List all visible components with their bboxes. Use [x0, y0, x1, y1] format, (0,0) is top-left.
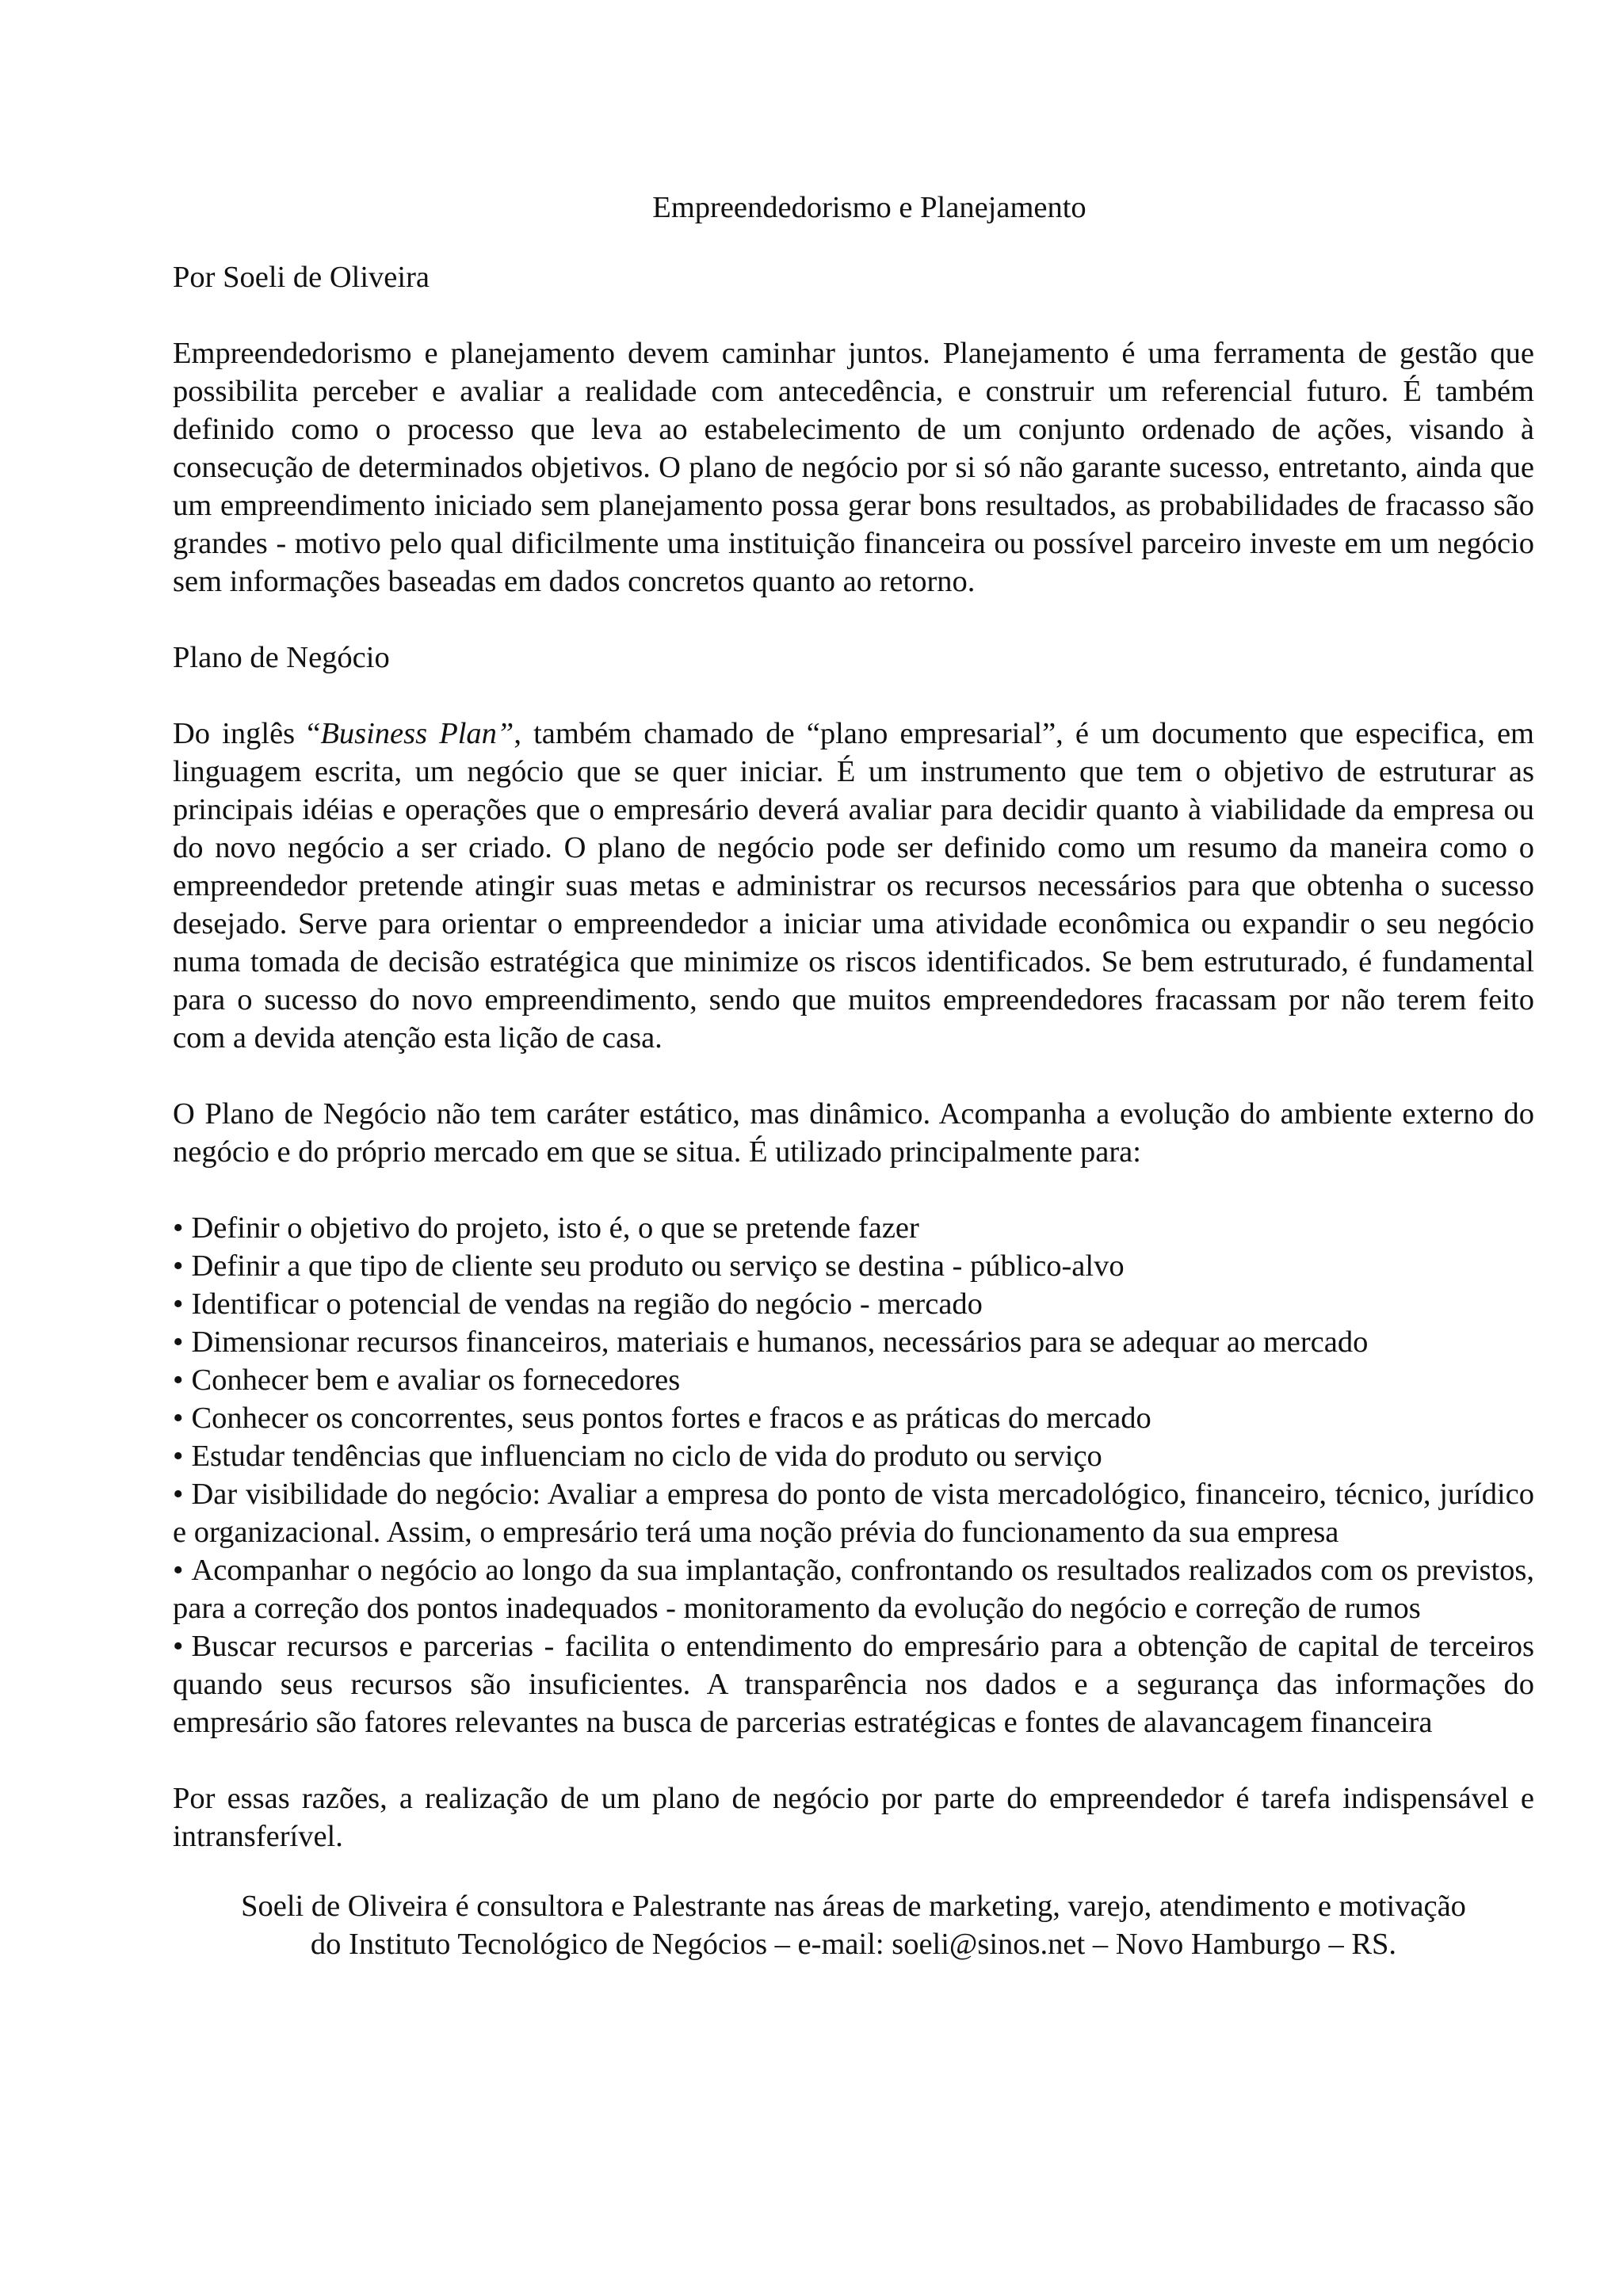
closing-paragraph: Por essas razões, a realização de um plano de negócio por parte do empreendedor é tarefa indispensável e intransferível. [173, 1782, 1534, 1853]
bullet-icon: • [173, 1402, 184, 1435]
bullet-text: Definir a que tipo de cliente seu produto ou serviço se destina - público-alvo [191, 1249, 1125, 1283]
bullet-list [173, 1209, 1534, 1741]
bullet-item [173, 1285, 1534, 1323]
bullet-icon: • [173, 1325, 184, 1359]
document-title: Empreendedorismo e Planejamento [652, 191, 1086, 224]
bullet-text: Identificar o potencial de vendas na região do negócio - mercado [191, 1287, 983, 1321]
bullet-item [173, 1437, 1534, 1475]
bullet-item [173, 1551, 1534, 1627]
bullet-icon: • [173, 1440, 184, 1473]
bullet-icon: • [173, 1211, 184, 1245]
section-heading: Plano de Negócio [173, 641, 390, 674]
bullet-text: Conhecer os concorrentes, seus pontos fortes e fracos e as práticas do mercado [191, 1402, 1151, 1435]
footer-line-2: do Instituto Tecnológico de Negócios – e-mail: soeli@sinos.net – Novo Hamburgo – RS. [310, 1928, 1397, 1961]
bullet-text: Conhecer bem e avaliar os fornecedores [191, 1363, 681, 1397]
bullet-icon: • [173, 1478, 184, 1511]
section-paragraph-suffix: , também chamado de “plano empresarial”, é um documento que especifica, em linguagem escrita, um negócio que se quer iniciar. É um instrumento que tem o objetivo de estruturar as principais idéias e operações que o empresário deverá avaliar para decidir quanto à viabilidade da empresa ou do novo negócio a ser criado. O plano de negócio pode ser definido como um resumo da maneira como o empreendedor pretende atingir suas metas e administrar os recursos necessários para que obtenha o sucesso desejado. Serve para orientar o empreendedor a iniciar uma atividade econômica ou expandir o seu negócio numa tomada de decisão estratégica que minimize os riscos identificados. Se bem estruturado, é fundamental para o sucesso do novo empreendimento, sendo que muitos empreendedores fracassam por não terem feito com a devida atenção esta lição de casa. [173, 717, 1534, 1055]
bullet-item [173, 1209, 1534, 1247]
bullet-text: Definir o objetivo do projeto, isto é, o que se pretende fazer [191, 1211, 919, 1245]
intro-paragraph: Empreendedorismo e planejamento devem caminhar juntos. Planejamento é uma ferramenta de gestão que possibilita perceber e avaliar a realidade com antecedência, e construir um referencial futuro. É também definido como o processo que leva ao estabelecimento de um conjunto ordenado de ações, visando à consecução de determinados objetivos. O plano de negócio por si só não garante sucesso, entretanto, ainda que um empreendimento iniciado sem planejamento possa gerar bons resultados, as probabilidades de fracasso são grandes - motivo pelo qual dificilmente uma instituição financeira ou possível parceiro investe em um negócio sem informações baseadas em dados concretos quanto ao retorno. [173, 337, 1534, 598]
bullet-item [173, 1323, 1534, 1361]
bullet-item [173, 1627, 1534, 1741]
bullet-icon: • [173, 1249, 184, 1283]
bullet-text: Buscar recursos e parcerias - facilita o entendimento do empresário para a obtenção de capital de terceiros quando seus recursos são insuficientes. A transparência nos dados e a segurança das informações do empresário são fatores relevantes na busca de parcerias estratégicas e fontes de alavancagem financeira [173, 1630, 1534, 1739]
bullet-item [173, 1399, 1534, 1437]
bullet-text: Estudar tendências que influenciam no ciclo de vida do produto ou serviço [191, 1440, 1102, 1473]
bullet-text: Dar visibilidade do negócio: Avaliar a empresa do ponto de vista mercadológico, financeiro, técnico, jurídico e organizacional. Assim, o empresário terá uma noção prévia do funcionamento da sua empresa [173, 1478, 1534, 1549]
footer-line-1: Soeli de Oliveira é consultora e Palestrante nas áreas de marketing, varejo, atendimento e motivação [241, 1890, 1466, 1923]
section-paragraph [173, 715, 1534, 1057]
bullet-icon: • [173, 1630, 184, 1663]
bullet-text: Dimensionar recursos financeiros, materiais e humanos, necessários para se adequar ao mercado [191, 1325, 1369, 1359]
dynamic-paragraph: O Plano de Negócio não tem caráter estático, mas dinâmico. Acompanha a evolução do ambiente externo do negócio e do próprio mercado em que se situa. É utilizado principalmente para: [173, 1097, 1534, 1169]
bullet-icon: • [173, 1287, 184, 1321]
section-paragraph-prefix: Do inglês “ [173, 717, 321, 750]
bullet-icon: • [173, 1554, 184, 1587]
bullet-item [173, 1247, 1534, 1285]
bullet-text: Acompanhar o negócio ao longo da sua implantação, confrontando os resultados realizados com os previstos, para a correção dos pontos inadequados - monitoramento da evolução do negócio e correção de rumos [173, 1554, 1534, 1625]
author-footer [173, 1887, 1534, 1963]
bullet-item [173, 1475, 1534, 1551]
section-paragraph-italic: Business Plan” [320, 717, 514, 750]
bullet-item [173, 1361, 1534, 1399]
author-line: Por Soeli de Oliveira [173, 261, 430, 294]
bullet-icon: • [173, 1363, 184, 1397]
